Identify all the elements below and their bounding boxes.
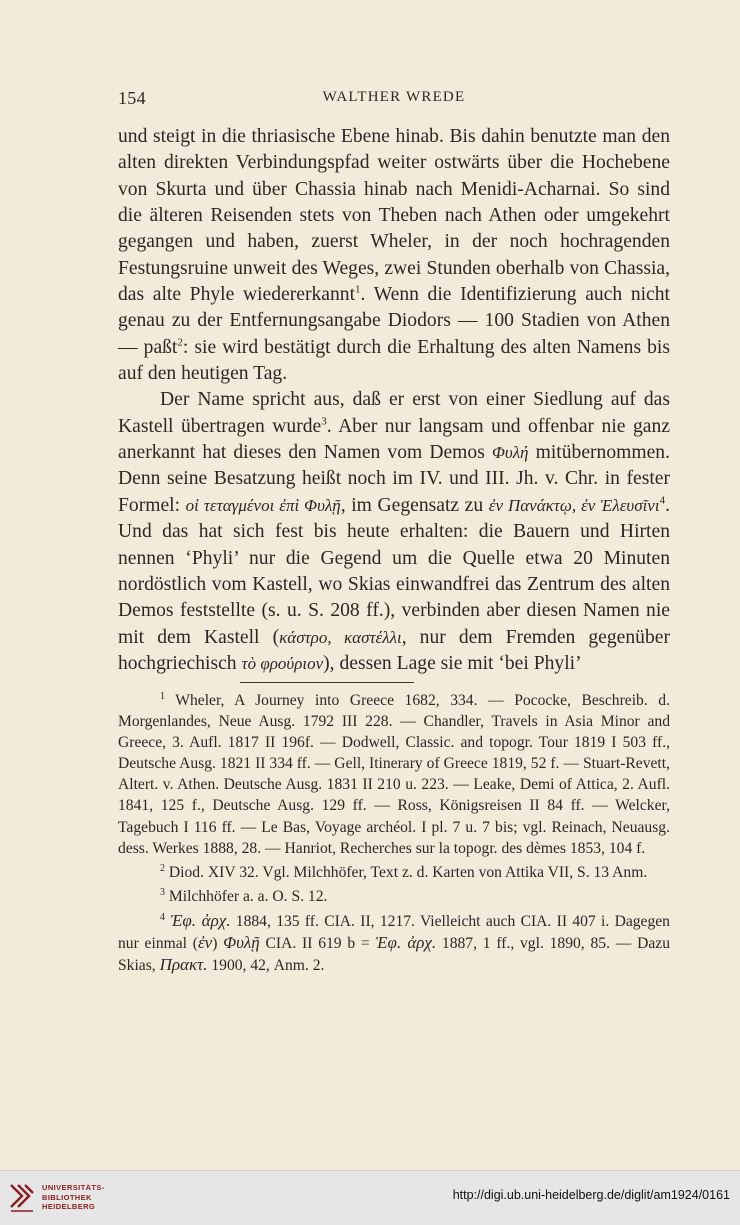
text-run: Diod. XIV 32. Vgl. Milchhöfer, Text z. d. Karten von Attika VII, S. 13 Anm. [168, 863, 648, 881]
text-run: , im Gegensatz zu [340, 494, 489, 516]
footnote-reference[interactable]: 2 [177, 336, 183, 349]
logo-line: HEIDELBERG [42, 1202, 96, 1211]
page-header [118, 88, 670, 114]
text-run: 1887, 1 ff., vgl. 1890, 85. — Dazu Skias, [118, 935, 671, 975]
text-run: und steigt in die thriasische Ebene hinab. Bis dahin benutzte man den alten direkten Verbindungspfad weiter ostwärts über die Hochebene von Skurta und über Chassia hinab nach Menidi-Acharnai. So sind die älteren Reisenden stets von Theben nach Athen oder umgekehrt gegangen und haben, zuerst Wheler, in der noch hochragenden Festungsruine unweit des Weges, zwei Stunden oberhalb von Chassia, das alte Phyle wiedererkannt [118, 126, 670, 306]
footnotes [118, 690, 670, 976]
logo-line: UNIVERSITÄTS- [42, 1183, 105, 1192]
text-run: mitübernommen. Denn seine Besatzung heißt noch im IV. und III. Jh. v. Chr. in fester Formel: [118, 442, 671, 516]
footnote-3 [118, 886, 670, 907]
document-url[interactable]: http://digi.ub.uni-heidelberg.de/diglit/am1924/0161 [452, 1188, 730, 1202]
greek-text: ἐν [197, 933, 213, 953]
text-run: . Aber nur langsam und offenbar nie ganz anerkannt hat dieses den Namen vom Demos [118, 415, 670, 464]
footnote-mark: 2 [160, 862, 165, 874]
greek-text: Φυλή [491, 443, 529, 463]
text-run: . Wenn die Identifizierung auch nicht genau zu der Entfernungsangabe Diodors — 100 Stadien von Athen — paßt [118, 284, 670, 358]
text-run: ) [212, 935, 224, 953]
text-run: : sie wird bestätigt durch die Erhaltung des alten Namens bis auf den heutigen Tag. [118, 336, 670, 385]
text-run: 1900, 42, Anm. 2. [207, 957, 325, 975]
text-run: ), dessen Lage sie mit ‘bei Phyli’ [323, 652, 582, 674]
greek-text: ἐν Πανάκτῳ, ἐν Ἐλευσῖνι [488, 495, 660, 515]
main-text [118, 124, 670, 677]
paragraph [118, 387, 670, 677]
greek-text: Ἐφ. ἀρχ. [375, 933, 437, 953]
running-title: WALTHER WREDE [322, 89, 466, 105]
footnote-1 [118, 690, 670, 859]
text-run: , nur dem Fremden gegenüber hochgriechisch [118, 626, 670, 674]
text-run: 1884, 135 ff. CIA. II, 1217. Vielleicht auch CIA. II 407 i. Dagegen nur einmal ( [118, 912, 670, 953]
text-run: . Und das hat sich fest bis heute erhalten: die Bauern und Hirten nennen ‘Phyli’ nur die Gegend um die Quelle etwa 20 Minuten nordöstlich vom Kastell, wo Skias einwandfrei das Zentrum des alten Demos feststellte (s. u. S. 208 ff.), verbinden aber diesen Namen nie mit dem Kastell ( [118, 494, 670, 648]
text-run: Der Name spricht aus, daß er erst von einer Siedlung auf das Kastell übertragen wurde [118, 389, 670, 437]
greek-text: Φυλῇ [223, 933, 260, 953]
footnote-mark: 4 [160, 911, 165, 923]
heidelberg-library-logo-icon [8, 1181, 36, 1215]
library-logo-text [42, 1183, 105, 1212]
footnote-reference[interactable]: 1 [355, 283, 361, 296]
library-logo[interactable] [8, 1179, 168, 1219]
page-number: 154 [118, 88, 146, 108]
greek-text: οἱ τεταγμένοι ἐπὶ Φυλῇ [185, 495, 341, 515]
viewer-footer [0, 1170, 740, 1225]
greek-text: Ἐφ. ἀρχ. [170, 910, 231, 930]
footnote-mark: 1 [160, 690, 165, 702]
greek-text: τὸ φρούριον [241, 653, 324, 673]
text-run: Wheler, A Journey into Greece 1682, 334. — Pococke, Beschreib. d. Morgenlandes, Neue Ausg. 1792 III 228. — Chandler, Travels in Asia Minor and Greece, 3. Aufl. 1817 II 196f. — Dodwell, Classic. and topogr. Tour 1819 I 503 ff., Deutsche Ausg. 1821 II 334 ff. — Gell, Itinerary of Greece 1819, 52 f. — Stuart-Revett, Altert. v. Athen. Deutsche Ausg. 1831 II 210 u. 223. — Leake, Demi of Attica, 2. Aufl. 1841, 125 f., Deutsche Ausg. 129 ff. — Ross, Königsreisen II 84 ff. — Welcker, Tagebuch I 116 ff. — Le Bas, Voyage archéol. I pl. 7 u. 7 bis; vgl. Reinach, Neuausg. dess. Werkes 1888, 28. — Hanriot, Recherches sur la topogr. des dèmes 1853, 104 f. [118, 692, 670, 857]
footnote-reference[interactable]: 4 [659, 494, 666, 507]
footnote-2 [118, 862, 670, 883]
logo-line: BIBLIOTHEK [42, 1192, 92, 1202]
paragraph [118, 124, 670, 387]
footnote-reference[interactable]: 3 [321, 415, 327, 428]
text-run: Milchhöfer a. a. O. S. 12. [168, 887, 328, 905]
greek-text: κάστρο, καστέλλι [279, 627, 402, 647]
greek-text: Πρακτ. [159, 955, 208, 975]
footnote-divider [240, 682, 414, 683]
footnote-mark: 3 [160, 886, 165, 898]
text-run: CIA. II 619 b = [259, 935, 376, 953]
footnote-4 [118, 910, 670, 976]
